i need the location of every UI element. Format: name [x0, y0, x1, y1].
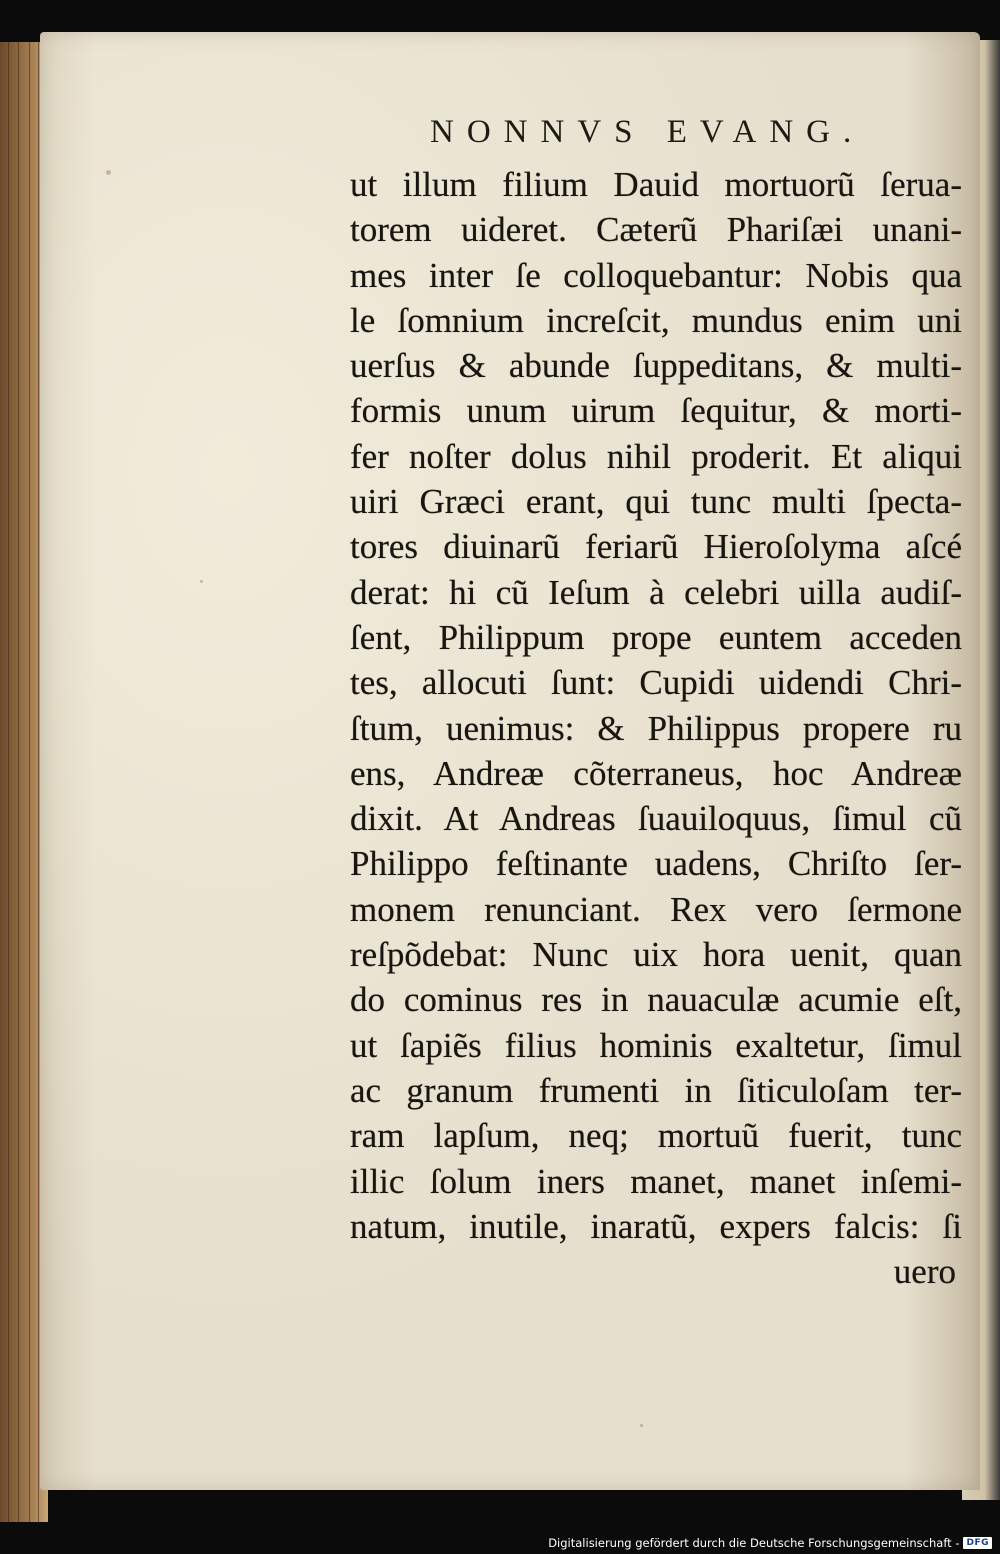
text-line: le ſomnium increſcit, mundus enim uni [350, 300, 962, 340]
catchword: uero [893, 1252, 956, 1292]
text-line: ut illum filium Dauid mortuorũ ſerua- [350, 165, 962, 204]
text-line: ut ſapiẽs filius hominis exaltetur, ſimul [350, 1025, 962, 1065]
text-line: tores diuinarũ feriarũ Hieroſolyma aſcé [350, 527, 962, 567]
text-line: do cominus res in nauaculæ acumie eſt, [350, 980, 962, 1020]
running-head: NONNVS EVANG. [430, 114, 865, 150]
digitization-credit [548, 1536, 992, 1550]
text-line: ram lapſum, neq; mortuũ fuerit, tunc [350, 1116, 962, 1156]
text-line: monem renunciant. Rex vero ſermone [350, 889, 962, 929]
text-line: ſtum, uenimus: & Philippus propere ru [350, 708, 962, 748]
text-line: natum, inutile, inaratũ, expers falcis: ſi [350, 1206, 962, 1246]
page-edge-line [29, 42, 30, 1522]
text-line: torem uideret. Cæterũ Phariſæi unani- [350, 210, 962, 250]
text-line: dixit. At Andreas ſuauiloquus, ſimul cũ [350, 799, 962, 839]
credit-text: Digitalisierung gefördert durch die Deutsche Forschungsgemeinschaft - [548, 1536, 960, 1550]
page-edge-line [18, 42, 19, 1522]
text-line: formis unum uirum ſequitur, & morti- [350, 391, 962, 431]
paper-spot [106, 170, 111, 175]
text-line: ſent, Philippum prope euntem acceden [350, 617, 962, 657]
text-line: reſpõdebat: Nunc uix hora uenit, quan [350, 935, 962, 975]
paper-spot [200, 580, 203, 583]
text-line: uerſus & abunde ſuppeditans, & multi- [350, 346, 962, 386]
text-line: Philippo feſtinante uadens, Chriſto ſer- [350, 844, 962, 884]
text-line: mes inter ſe colloquebantur: Nobis qua [350, 255, 962, 295]
text-line: derat: hi cũ Ieſum à celebri uilla audiſ- [350, 572, 962, 612]
dfg-logo: DFG [963, 1537, 992, 1549]
page-edge-line [8, 42, 9, 1522]
paper-spot [640, 1424, 643, 1427]
page-edge-line [38, 42, 39, 1522]
text-line: ens, Andreæ cõterraneus, hoc Andreæ [350, 753, 962, 793]
text-line: uiri Græci erant, qui tunc multi ſpecta- [350, 482, 962, 522]
text-line: ac granum frumenti in ſiticuloſam ter- [350, 1070, 962, 1110]
text-line: tes, allocuti ſunt: Cupidi uidendi Chri- [350, 663, 962, 703]
body-text [350, 162, 962, 1294]
text-line: illic ſolum iners manet, manet inſemi- [350, 1161, 962, 1201]
text-line: fer noſter dolus nihil proderit. Et aliqui [350, 436, 962, 476]
